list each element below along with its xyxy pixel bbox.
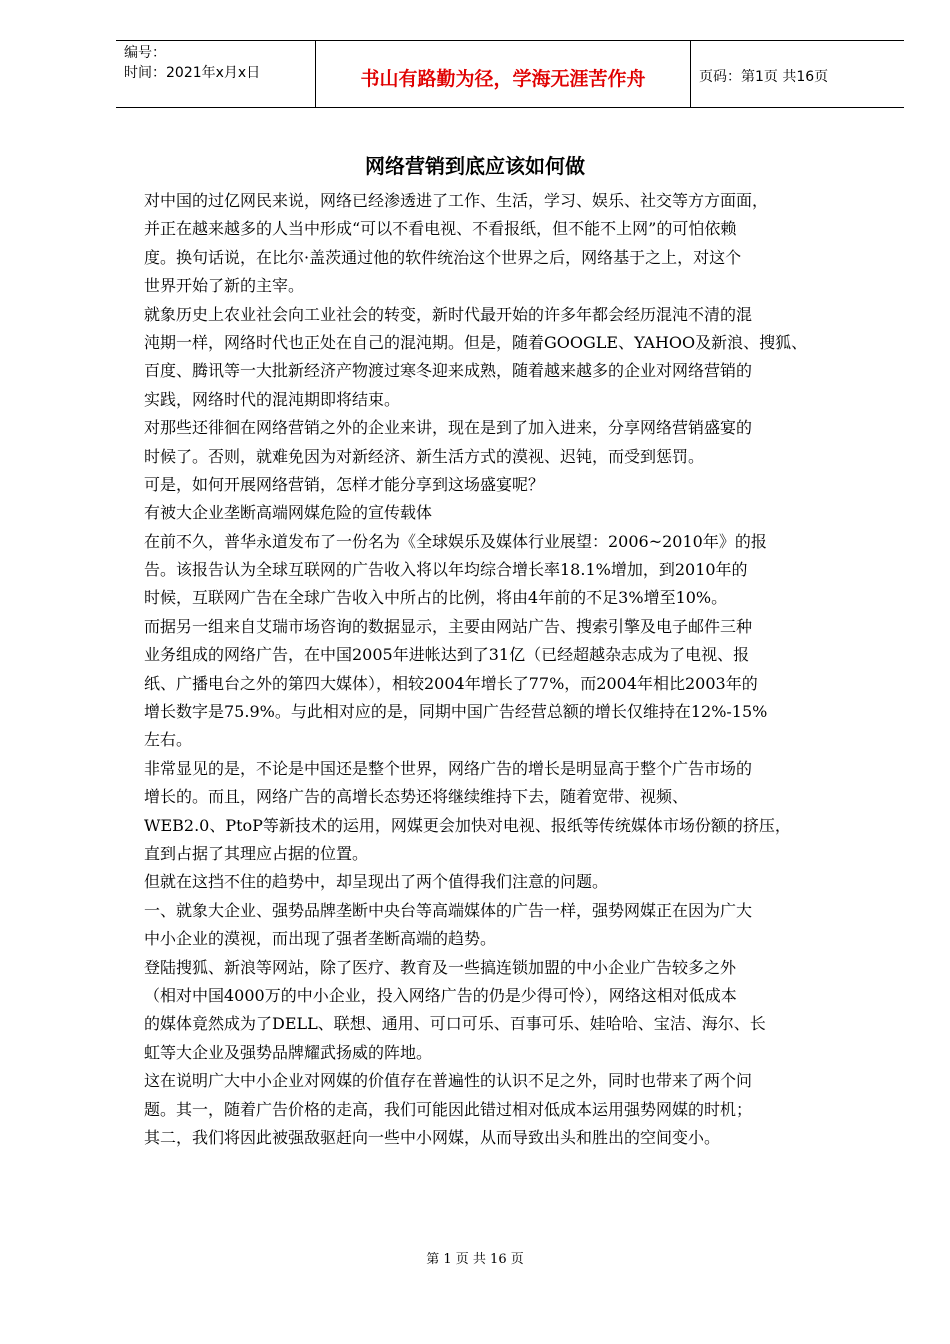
body-line: 可是，如何开展网络营销，怎样才能分享到这场盛宴呢？ [144, 474, 545, 494]
document-number-label: 编号： [124, 45, 166, 61]
body-line: 对那些还徘徊在网络营销之外的企业来讲，现在是到了加入进来，分享网络营销盛宴的 [144, 418, 753, 438]
body-line: 时候了。否则，就难免因为对新经济、新生活方式的漠视、迟钝，而受到惩罚。 [144, 446, 705, 466]
body-line: 虹等大企业及强势品牌耀武扬威的阵地。 [144, 1042, 433, 1062]
body-line: 并正在越来越多的人当中形成“可以不看电视、不看报纸，但不能不上网”的可怕依赖 [144, 219, 737, 239]
body-line: 就象历史上农业社会向工业社会的转变，新时代最开始的许多年都会经历混沌不清的混 [144, 304, 753, 324]
document-body [144, 187, 884, 1152]
body-line: 增长数字是75.9%。与此相对应的是，同期中国广告经营总额的增长仅维持在12%-15% [144, 702, 768, 722]
document-time-label: 时间：2021年x月x日 [124, 65, 261, 81]
body-line: 而据另一组来自艾瑞市场咨询的数据显示，主要由网站广告、搜索引擎及电子邮件三种 [144, 616, 753, 636]
body-line: 在前不久，普华永道发布了一份名为《全球娱乐及媒体行业展望：2006~2010年》的报 [144, 531, 767, 551]
body-line: 告。该报告认为全球互联网的广告收入将以年均综合增长率18.1%增加，到2010年的 [144, 560, 748, 580]
header-page-code: 页码：第1页 共16页 [699, 69, 829, 85]
body-line: 这在说明广大中小企业对网媒的价值存在普遍性的认识不足之外，同时也带来了两个问 [144, 1071, 753, 1091]
body-line: 度。换句话说，在比尔·盖茨通过他的软件统治这个世界之后，网络基于之上，对这个 [144, 247, 742, 267]
header-motto-cell [316, 41, 691, 107]
body-line: 但就在这挡不住的趋势中，却呈现出了两个值得我们注意的问题。 [144, 872, 609, 892]
body-line: 有被大企业垄断高端网媒危险的宣传载体 [144, 503, 433, 523]
body-line: 对中国的过亿网民来说，网络已经渗透进了工作、生活，学习、娱乐、社交等方方面面， [144, 191, 769, 210]
body-line: 纸、广播电台之外的第四大媒体），相较2004年增长了77%，而2004年相比2003年的 [144, 673, 758, 693]
body-line: 实践，网络时代的混沌期即将结束。 [144, 389, 401, 409]
body-line: 登陆搜狐、新浪等网站，除了医疗、教育及一些搞连锁加盟的中小企业广告较多之外 [144, 957, 737, 977]
document-title: 网络营销到底应该如何做 [365, 154, 585, 178]
body-line: 题。其一，随着广告价格的走高，我们可能因此错过相对低成本运用强势网媒的时机； [144, 1099, 753, 1119]
body-line: WEB2.0、PtoP等新技术的运用，网媒更会加快对电视、报纸等传统媒体市场份额的挤压， [144, 815, 791, 835]
body-line: 左右。 [144, 730, 193, 750]
body-line: 中小企业的漠视，而出现了强者垄断高端的趋势。 [144, 929, 497, 949]
body-line: 其二，我们将因此被强敌驱赶向一些中小网媒，从而导致出头和胜出的空间变小。 [144, 1127, 721, 1147]
header-motto: 书山有路勤为径，学海无涯苦作舟 [360, 68, 646, 90]
page-footer: 第 1 页 共 16 页 [426, 1252, 524, 1267]
header-page-cell [691, 41, 904, 107]
header-meta-cell [116, 41, 316, 107]
body-line: 的媒体竟然成为了DELL、联想、通用、可口可乐、百事可乐、娃哈哈、宝洁、海尔、长 [144, 1014, 766, 1034]
body-line: 一、就象大企业、强势品牌垄断中央台等高端媒体的广告一样，强势网媒正在因为广大 [144, 900, 753, 920]
body-line: 世界开始了新的主宰。 [144, 276, 305, 296]
body-line: 百度、腾讯等一大批新经济产物渡过寒冬迎来成熟，随着越来越多的企业对网络营销的 [144, 361, 753, 381]
body-line: 非常显见的是，不论是中国还是整个世界，网络广告的增长是明显高于整个广告市场的 [144, 758, 753, 778]
page-header [116, 40, 904, 108]
body-line: （相对中国4000万的中小企业，投入网络广告的仍是少得可怜），网络这相对低成本 [144, 985, 737, 1005]
body-line: 直到占据了其理应占据的位置。 [144, 843, 369, 863]
body-line: 沌期一样，网络时代也正处在自己的混沌期。但是，随着GOOGLE、YAHOO及新浪、搜狐、 [144, 332, 808, 352]
body-line: 业务组成的网络广告，在中国2005年进帐达到了31亿（已经超越杂志成为了电视、报 [144, 645, 750, 665]
body-line: 时候，互联网广告在全球广告收入中所占的比例，将由4年前的不足3%增至10%。 [144, 588, 728, 608]
body-line: 增长的。而且，网络广告的高增长态势还将继续维持下去，随着宽带、视频、 [144, 787, 689, 807]
